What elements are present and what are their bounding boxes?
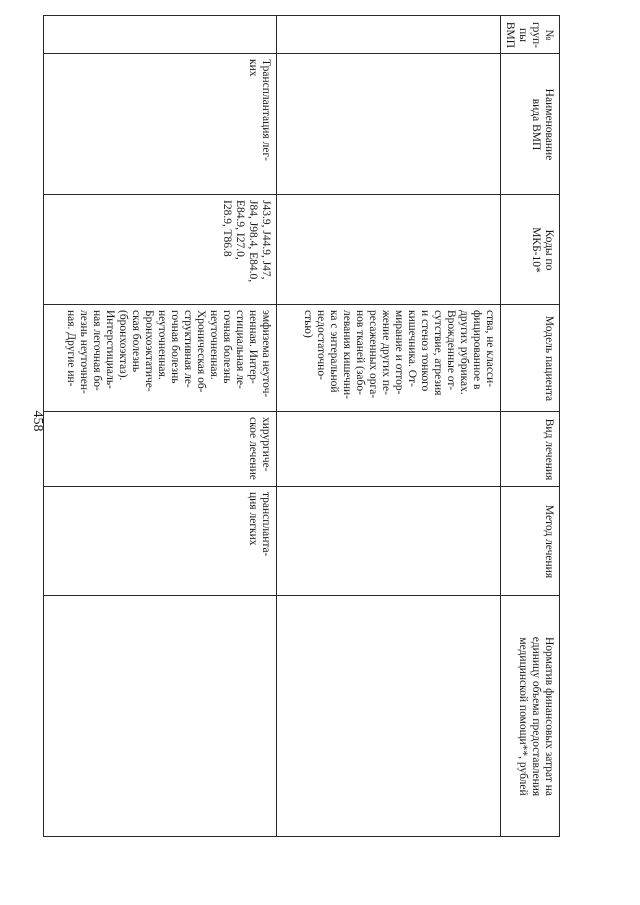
- header-name: Наименование вида ВМП: [501, 54, 560, 195]
- header-treatment-type: Вид лечения: [501, 412, 560, 487]
- cell-treatment-type: [277, 412, 501, 487]
- header-norm: Норматив финансовых затрат на единицу объема предоставления медицинской помощи**, рублей: [501, 596, 560, 837]
- header-codes: Коды по МКБ-10*: [501, 195, 560, 305]
- cell-codes: [277, 195, 501, 305]
- header-row: [501, 16, 560, 837]
- cell-model: эмфизема неуточ- ненная. Интер- стициальная ле- гочная болезнь неуточненная. Хроническая об- структивная ле- гочная болезнь неуточненная. Бронхоэктатиче- ская болезнь (бронхоэктаз). Интерстициаль- ная легочная бо- лезнь неуточнен- ная. Другие ин-: [44, 305, 277, 412]
- rotated-table-frame: [47, 15, 560, 836]
- cell-codes: J43.9, J44.9, J47, J84, J98.4, E84.0, E84.9, I27.0, I28.9, T86.8: [44, 195, 277, 305]
- table-wrapper: [47, 15, 560, 836]
- cell-name: Трансплантация лег- ких: [44, 54, 277, 195]
- page-number: 458: [30, 410, 45, 432]
- table-row: [277, 16, 501, 837]
- cell-norm: [277, 596, 501, 837]
- header-method: Метод лечения: [501, 487, 560, 596]
- cell-norm: [44, 596, 277, 837]
- table-row: [44, 16, 277, 837]
- cell-method: [277, 487, 501, 596]
- cell-model: ства, не класси- фицированное в других рубриках. Врожденные от- сутствие, атрезия и стеноз тонкого кишечника. От- мирание и оттор- жение других пе- ресаженных орга- нов тканей (забо- левания кишечни- ка с энтеральной недостаточно- стью): [277, 305, 501, 412]
- header-group: № груп- пы ВМП: [501, 16, 560, 54]
- cell-name: [277, 54, 501, 195]
- cell-group: [44, 16, 277, 54]
- cell-group: [277, 16, 501, 54]
- cell-treatment-type: хирургиче- ское лечение: [44, 412, 277, 487]
- cell-method: трансплантa- ция легких: [44, 487, 277, 596]
- vmp-table: [43, 15, 560, 837]
- header-model: Модель пациента: [501, 305, 560, 412]
